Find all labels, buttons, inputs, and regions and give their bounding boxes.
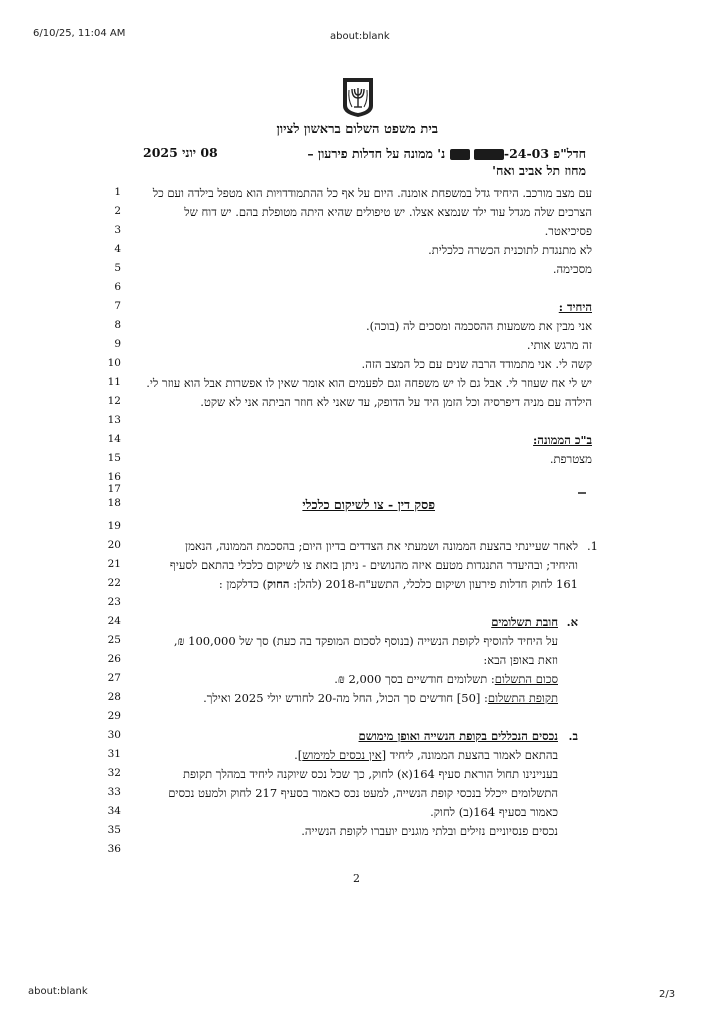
- paragraph-number: 1.: [587, 539, 598, 553]
- body-line: וזאת באופן הבא:: [483, 653, 558, 667]
- stray-mark: [578, 492, 586, 494]
- redaction-block: [474, 149, 504, 160]
- line-number: 25: [107, 634, 121, 646]
- line-number: 11: [107, 376, 121, 388]
- line-number: 5: [114, 262, 121, 274]
- case-district: מחוז תל אביב ואח': [492, 163, 586, 178]
- print-page-count: 2/3: [659, 989, 676, 1000]
- line-number: 20: [107, 539, 121, 551]
- body-text: בהתאם לאמור בהצעת הממונה, ליחיד [: [381, 748, 558, 762]
- body-line: עם מצב מורכב. היחיד גדל במשפחת אומנה. היום על אף כל ההתמודדויות הוא מטפל בילדה ועם כל: [152, 186, 592, 200]
- subsection-heading: נכסים הנכללים בקופת הנשייה ואופן מימושם: [358, 729, 558, 743]
- line-number: 14: [107, 433, 121, 445]
- case-date: 08 יוני 2025: [143, 145, 218, 160]
- page-number: 2: [353, 872, 360, 885]
- body-text-underlined: אין נכסים למימוש: [302, 748, 382, 762]
- line-number: 6: [114, 281, 121, 293]
- line-number: 4: [114, 243, 121, 255]
- body-line: הילדה עם מניה דיפרסיה וכל הזמן היד על הדופק, עד שאני לא חוזר הביתה אני לא שקט.: [200, 395, 592, 409]
- subsection-letter: ב.: [568, 729, 578, 743]
- case-title-rest: נ' ממונה על חדלות פירעון –: [307, 146, 446, 161]
- body-line: [40, 748, 558, 762]
- body-line: התשלומים ייכלל בנכסי קופת הנשייה, למעט נכס כאמור בסעיף 217 לחוק ולמעט נכסים: [168, 786, 558, 800]
- body-line: זה מרגש אותי.: [526, 338, 592, 352]
- body-text: ].: [294, 748, 303, 762]
- print-title: about:blank: [330, 31, 390, 42]
- body-line: לאחר שעיינתי בהצעת הממונה ושמעתי את הצדדים בדיון היום; בהסכמת הממונה, הנאמן: [185, 539, 578, 553]
- line-number: 10: [107, 357, 121, 369]
- body-line: [40, 672, 558, 686]
- line-number: 23: [107, 596, 121, 608]
- case-title: [307, 146, 586, 162]
- line-number: 17: [107, 483, 121, 495]
- field-value: : תשלומים חודשיים בסך 2,000 ₪.: [334, 672, 495, 686]
- line-number: 31: [107, 748, 121, 760]
- line-number: 27: [107, 672, 121, 684]
- body-line: בעניינינו תחול הוראת סעיף 164(א) לחוק, כך שכל נכס שיוקנה ליחיד במהלך תקופת: [182, 767, 558, 781]
- body-line: הצרכים שלה מגדל עוד ילד שנמצא אצלו. יש טיפולים שהיא היתה מטופלת בהם. יש דוח של: [184, 205, 592, 219]
- field-label: סכום התשלום: [494, 672, 558, 686]
- line-number: 7: [114, 300, 121, 312]
- line-number: 33: [107, 786, 121, 798]
- body-line: [40, 577, 578, 591]
- speaker-label-yachid: היחיד :: [558, 300, 592, 314]
- line-number: 34: [107, 805, 121, 817]
- body-line: אני מבין את משמעות ההסכמה ומסכים לה (בוכה).: [366, 319, 592, 333]
- line-number: 19: [107, 520, 121, 532]
- verdict-heading: פסק דין - צו לשיקום כלכלי: [302, 497, 435, 512]
- line-number: 30: [107, 729, 121, 741]
- line-number: 16: [107, 471, 121, 483]
- line-number: 8: [114, 319, 121, 331]
- line-number: 24: [107, 615, 121, 627]
- field-value: : [50] חודשים סך הכול, החל מה-20 לחודש יולי 2025 ואילך.: [203, 691, 488, 705]
- line-number: 35: [107, 824, 121, 836]
- body-line: מצטרפת.: [549, 452, 592, 466]
- body-line: כאמור בסעיף 164(ב) לחוק.: [430, 805, 558, 819]
- subsection-heading: חובת תשלומים: [491, 615, 558, 629]
- body-line: מסכימה.: [552, 262, 592, 276]
- body-line: יש לי אח שעוזר לי. אבל גם לו יש משפחה וגם לפעמים הוא אומר שאין לו אפשרות אבל הוא עוזר לי.: [146, 376, 592, 390]
- court-name: בית משפט השלום בראשון לציון: [276, 122, 438, 137]
- defined-term: החוק: [266, 577, 290, 591]
- body-line: והיחיד; ובהיעדר התנגדות מטעם איזה מהנושים - ניתן בזאת צו לשיקום כלכלי בהתאם לסעיף: [169, 558, 578, 572]
- line-number: 2: [114, 205, 121, 217]
- line-number: 36: [107, 843, 121, 855]
- body-line: [40, 691, 558, 705]
- speaker-label-memune: ב"כ הממונה:: [533, 433, 592, 447]
- line-number: 15: [107, 452, 121, 464]
- body-text: ) כדלקמן :: [218, 577, 267, 591]
- line-number: 29: [107, 710, 121, 722]
- body-line: על היחיד להוסיף לקופת הנשייה (בנוסף לסכום המופקד בה כעת) סך של 100,000 ₪,: [173, 634, 558, 648]
- line-number: 28: [107, 691, 121, 703]
- redaction-block: [450, 149, 470, 160]
- line-number: 26: [107, 653, 121, 665]
- line-number: 32: [107, 767, 121, 779]
- line-number: 22: [107, 577, 121, 589]
- subsection-letter: א.: [566, 615, 578, 629]
- line-number: 18: [107, 497, 121, 509]
- line-number: 9: [114, 338, 121, 350]
- line-number: 21: [107, 558, 121, 570]
- line-number: 1: [114, 186, 121, 198]
- body-line: קשה לי. אני מתמודד הרבה שנים עם כל המצב הזה.: [361, 357, 592, 371]
- body-text: 161 לחוק חדלות פירעון ושיקום כלכלי, התשע"ח-2018 (להלן:: [289, 577, 578, 591]
- body-line: נכסים פנסיוניים נזילים ובלתי מוגנים יועברו לקופת הנשייה.: [301, 824, 558, 838]
- case-number: חדל"פ 24-03-: [503, 146, 586, 161]
- body-line: לא מתנגדת לתוכנית הכשרה כלכלית.: [428, 243, 592, 257]
- body-line: פסיכיאטר.: [544, 224, 592, 238]
- line-number: 12: [107, 395, 121, 407]
- print-timestamp: 6/10/25, 11:04 AM: [33, 28, 126, 39]
- print-footer-url: about:blank: [28, 986, 88, 997]
- line-number: 13: [107, 414, 121, 426]
- line-number: 3: [114, 224, 121, 236]
- state-emblem-icon: [341, 76, 375, 118]
- field-label: תקופת התשלום: [487, 691, 558, 705]
